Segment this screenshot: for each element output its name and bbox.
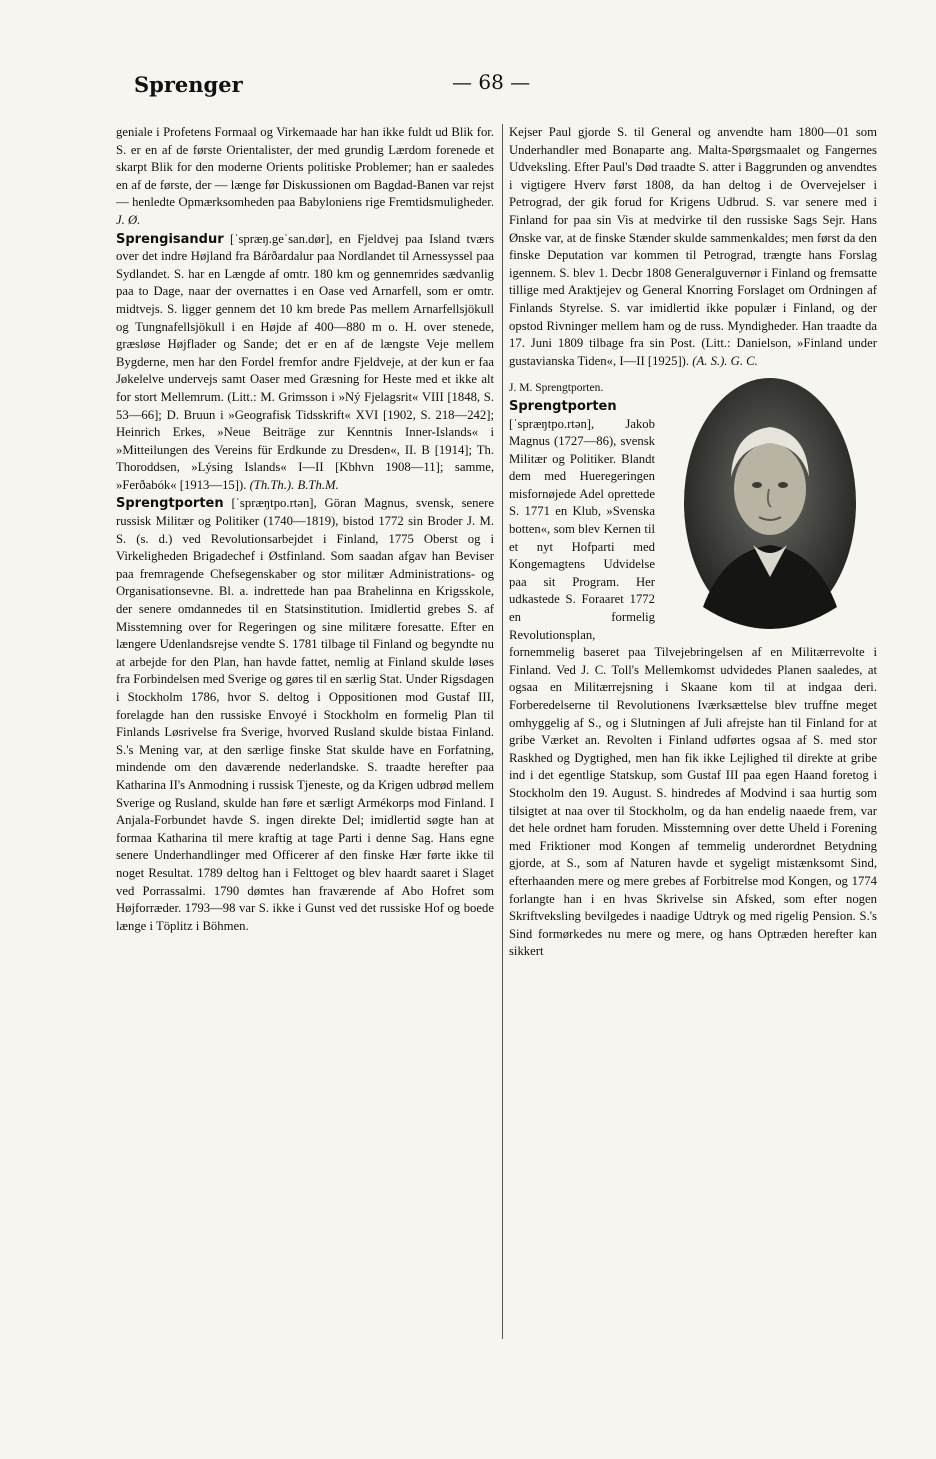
right-column — [509, 124, 877, 961]
page-number: — 68 — — [452, 70, 531, 94]
entry-sprengisandur — [116, 231, 494, 495]
entry-continuation — [116, 124, 494, 230]
left-column — [116, 124, 494, 935]
entry-continuation — [509, 124, 877, 370]
entry-continuation-text: geniale i Profetens Formaal og Virkemaade har han ikke fuldt ud Blik for. S. er en af de første Orientalister, der med grundig Lærdom forenede et skarpt Blik for den moderne Orients politiske Problemer; han er saaledes en af de første, der — længe før Diskussionen om Bagdad-Banen var rejst — henledte Opmærksomheden paa Babyloniens rige Fremtidsmuligheder. — [116, 125, 494, 210]
entry-continuation-text: Kejser Paul gjorde S. til General og anvendte ham 1800—01 som Underhandler med Bonaparte ang. Malta-Spørgsmaalet og Fangernes Udveksling. Efter Paul's Død traadte S. atter i Baggrunden og anvendtes i vigtigere Hverv først 1808, da han deltog i de Overvejelser i Petrograd, der gik forud for Krigens Udbrud. S. var senere med i Finland for paa sin Vis at medvirke til den russiske Sags Sejr. Hans Ønske var, at de finske Stænder skulde sammenkaldes; men først da den finske Deputation var kommen til Petrograd, trængte hans Forslag igennem. S. blev 1. Decbr 1808 Generalguvernør i Finland og fremsatte tillige med Araktjejev og General Knorring Forslaget om Ordningen af Finlands Styrelse. S. var imidlertid ikke populær i Finland, og der opstod Rivninger mellem ham og de russ. Myndigheder. Han traadte da 17. Juni 1809 tilbage fra sin Post. (Litt.: Danielson, »Finland under gustavianska Tiden«, I—II [1925]). — [509, 125, 877, 368]
entry-headword: Sprengtporten — [509, 398, 617, 414]
portrait-image — [683, 377, 857, 629]
portrait-figure — [663, 377, 877, 635]
entry-body: [ˈspræŋtpo.rtən], Jakob Magnus (1727—86), svensk Militær og Politiker. Blandt dem med Hueregeringen misfornøjede Adel oprettede S. 1771 en Klub, »Svenska botten«, som blev Kernen til et nyt Hofparti med Kongemagtens Udvidelse paa sit Program. Her udkastede S. Foraaret 1772 en formelig Revolutionsplan, fornemmelig baseret paa Tilvejebringelsen af en Militærrevolte i Finland. Ved J. C. Toll's Mellemkomst udvidedes Planen saaledes, at ogsaa en Militærrejsning i Skaane kom til at indgaa deri. Forberedelserne til Revolutionens Iværksættelse blev truffne meget omhyggelig af S., og i Slutningen af Juli afrejste han til Finland for at gribe Værket an. Revolten i Finland udførtes ogsaa af S. med stor Raskhed og Dygtighed, men han fik ikke Lejlighed til direkte at gribe ind i det egentlige Statskup, som Gustaf III paa egen Haand foretog i Stockholm den 19. August. S. hindredes af Modvind i saa hurtig som tilsigtet at naa over til Stockholm, og da han endelig naaede frem, var det hele ordnet ham foruden. Misstemning over dette Uheld i Forening med Friktioner mod Kongen af temmelig underordnet Betydning gjorde, at S., som af Naturen havde et sygeligt mistænksomt Sind, efterhaanden mere og mere grebes af Forbitrelse mod Kongen, og 1774 forlangte han i en hvas Skrivelse sin Afsked, som efter nogen Skriftveksling bevilgedes i naadige Udtryk og med rigelig Pension. S.'s Sind formørkedes nu mere og mere, og hans Optræden herefter kan sikkert — [509, 416, 877, 959]
entry-sprengtporten-goran — [116, 495, 494, 935]
entry-headword: Sprengisandur — [116, 231, 224, 247]
entry-body: [ˈspræŋ.geˈsan.dør], en Fjeldvej paa Island tværs over det indre Højland fra Bárðardalur paa Nordlandet til Arnessyssel paa Sydlandet. S. har en Længde af omtr. 180 km og gennemrides sædvanlig paa to Dage, naar der overnattes i en Oase ved Arnarfell, som er omtr. midtvejs. S. ligger gennem det 10 km brede Pas mellem Arnarfellsjökull og Tungnafellsjökull i en Højde af 400—880 m o. H. over stenede, græsløse Højflader og Sande; det er en af de længste Veje mellem Bygderne, men har den Fordel fremfor andre Fjeldveje, at der kun er faa Jøkelelve undervejs samt Oaser med Græsning for Heste med et ikke alt for stort Mellemrum. (Litt.: M. Grimsson i »Ný Fjelagsrit« VIII [1848, S. 53—66]; D. Bruun i »Geografisk Tidsskrift« XVI [1902, S. 218—242]; Heinrich Erkes, »Neue Beiträge zur Kenntnis Inner-Islands« i »Mitteilungen des Vereins für Erdkunde zu Dresden«, II. B [1914]; Th. Thoroddsen, »Lýsing Islands« I—II [Kbhvn 1908—11]; samme, »Ferðabók« [1913—15]). — [116, 231, 495, 492]
running-headword: Sprenger — [134, 72, 243, 97]
author-signature: (Th.Th.). B.Th.M. — [249, 477, 339, 492]
entry-body: [ˈspræŋtpo.rtən], Göran Magnus, svensk, senere russisk Militær og Politiker (1740—1819), bistod 1772 sin Broder J. M. S. (s. d.) ved Revolutionsarbejdet i Finland, 1775 Oberst og i Virkeligheden Brigadechef i Østfinland. Som saadan afgav han Beviser paa fremragende Chefsegenskaber og stor militær Administrations- og Organisationsevne. Bl. a. indrettede han paa Brahelinna en Krigsskole, der senere omdannedes til en Statsinstitution. Imidlertid grebes S. af Misstemning over for Regeringen og sine militære foresatte. Efter en længere Udenlandsrejse vendte S. 1781 tilbage til Finland og begyndte nu at arbejde for den Plan, han havde fattet, nemlig at Finland skulde løses fra Forbindelsen med Sverige og gøres til en særlig Stat. Under Rigsdagen i Stockholm 1786, hvor S. deltog i Oppositionen mod Gustaf III, forelagde han den russiske Envoyé i Stockholm en formelig Plan til Finlands Løsrivelse fra Sverige, hvorved Rusland skulde bistaa Finland. S.'s Mening var, at den særlige finske Stat skulde have en Forfatning, mindende om den daværende nederlandske. S. traadte herefter paa Katharina II's Anmodning i russisk Tjeneste, og da Krigen udbrød mellem Sverige og Rusland, skulde han føre et særligt Armékorps mod Finland. I Anjala-Forbundet havde S. ingen direkte Del; imidlertid søgte han at formaa Katharina til mere kraftig at tage Parti i denne Sag. Hans egne senere Underhandlinger med Officerer af den finske Hær førte ikke til noget Resultat. 1789 deltog han i Felttoget og blev haardt saaret i Slaget ved Porrassalmi. 1790 dømtes han fraværende af Abo Hofret som Højforræder. 1793—98 var S. ikke i Gunst ved det russiske Hof og boede længe i Töplitz i Böhmen. — [116, 496, 495, 933]
page-header — [134, 70, 874, 104]
column-divider — [502, 124, 503, 1339]
author-signature: (A. S.). G. C. — [692, 353, 758, 368]
entry-headword: Sprengtporten — [116, 496, 224, 512]
figure-caption: J. M. Sprengtporten. — [509, 382, 604, 395]
author-signature: J. Ø. — [116, 212, 141, 227]
